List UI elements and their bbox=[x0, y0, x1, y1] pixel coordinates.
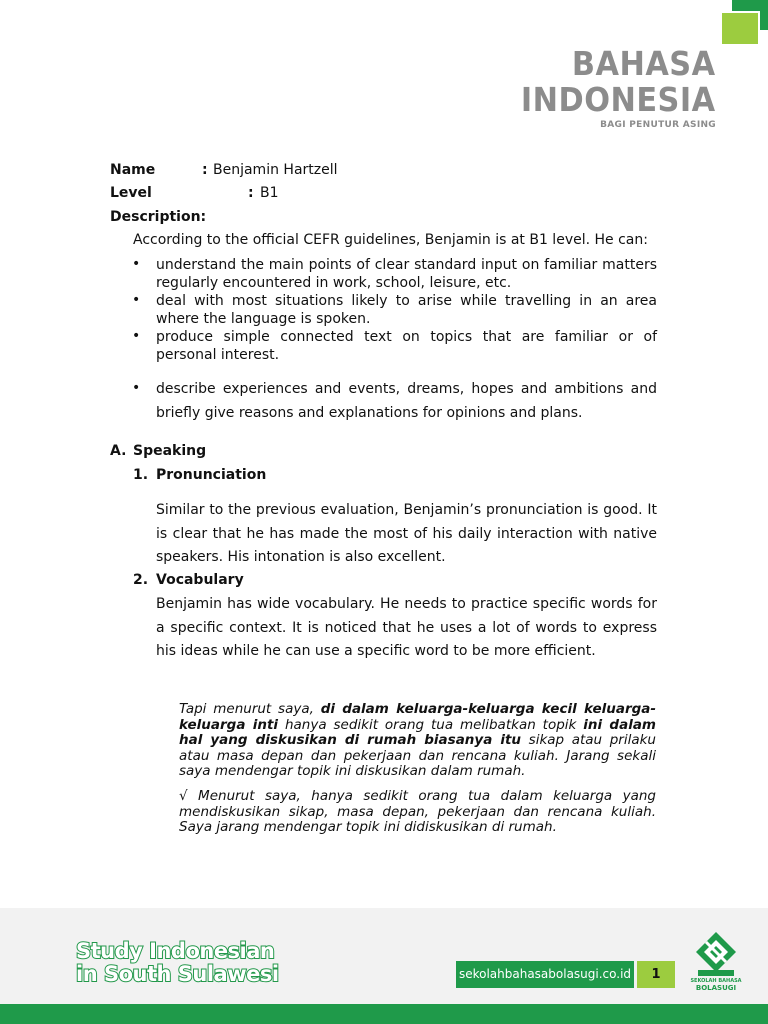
subsection-heading-pronunciation bbox=[133, 467, 267, 483]
bullet-item: describe experiences and events, dreams, hopes and ambitions and briefly give reasons and explanations for opinions and plans. bbox=[156, 381, 657, 421]
example-part: Tapi menurut saya, bbox=[179, 701, 321, 717]
bullet-item: produce simple connected text on topics that are familiar or of personal interest. bbox=[156, 329, 657, 363]
bullet-marker: • bbox=[132, 380, 141, 396]
school-name bbox=[690, 978, 742, 992]
example-correction: √ Menurut saya, hanya sedikit orang tua dalam keluarga yang mendiskusikan sikap, masa depan, pekerjaan dan rencana kuliah. Saya jarang mendengar topik ini didiskusikan di rumah. bbox=[179, 788, 656, 835]
level-field bbox=[110, 185, 279, 201]
footer-slogan bbox=[76, 940, 279, 986]
brand-subtitle: BAGI PENUTUR ASING bbox=[600, 120, 716, 130]
name-colon: : bbox=[202, 162, 208, 178]
vocabulary-text: Benjamin has wide vocabulary. He needs to practice specific words for a specific context. It is noticed that he uses a lot of words to express his ideas while he can use a specific word to be more efficient. bbox=[156, 596, 657, 659]
brand-title-line2: INDONESIA bbox=[521, 80, 716, 119]
subsection-number: 2. bbox=[133, 572, 149, 588]
website-link[interactable]: sekolahbahasabolasugi.co.id bbox=[456, 961, 634, 988]
bullet-item: deal with most situations likely to arise while travelling in an area where the language is spoken. bbox=[156, 293, 657, 327]
slogan-line1: Study Indonesian bbox=[76, 939, 275, 963]
subsection-title: Vocabulary bbox=[156, 572, 244, 588]
school-name-line1: SEKOLAH BAHASA bbox=[690, 978, 742, 984]
example-part: sikap atau prilaku atau masa depan dan pekerjaan dan rencana kuliah. Jarang sekali saya mendengar topik ini diskusikan dalam rumah. bbox=[179, 732, 656, 779]
pronunciation-text: Similar to the previous evaluation, Benjamin’s pronunciation is good. It is clear that he has made the most of his daily interaction with native speakers. His intonation is also excellent. bbox=[156, 502, 657, 565]
section-a-marker: A. bbox=[110, 443, 127, 459]
description-intro: According to the official CEFR guidelines, Benjamin is at B1 level. He can: bbox=[133, 232, 648, 248]
brand-title-line1: BAHASA bbox=[572, 44, 716, 83]
description-label: Description: bbox=[110, 209, 207, 225]
school-name-line2: BOLASUGI bbox=[695, 984, 737, 992]
example-highlight: di dalam keluarga-keluarga kecil keluarga-keluarga inti bbox=[179, 701, 656, 733]
example-original-sentence bbox=[179, 702, 656, 780]
school-logo-icon bbox=[694, 930, 738, 978]
bullet-marker: • bbox=[132, 256, 141, 272]
level-colon: : bbox=[248, 185, 254, 201]
level-label: Level bbox=[110, 185, 152, 201]
section-a-title: Speaking bbox=[133, 443, 207, 459]
description-field bbox=[110, 209, 206, 225]
name-label: Name bbox=[110, 162, 156, 178]
bullet-marker: • bbox=[132, 292, 141, 308]
example-highlight: ini dalam hal yang diskusikan di rumah biasanya itu bbox=[179, 716, 656, 748]
brand-logo bbox=[521, 46, 716, 118]
page-number: 1 bbox=[637, 961, 675, 988]
bullet-marker: • bbox=[132, 328, 141, 344]
subsection-number: 1. bbox=[133, 467, 149, 483]
name-field bbox=[110, 162, 338, 178]
subsection-title: Pronunciation bbox=[156, 467, 267, 483]
subsection-heading-vocabulary bbox=[133, 572, 244, 588]
footer-bar bbox=[0, 1004, 768, 1024]
name-value: Benjamin Hartzell bbox=[213, 162, 338, 178]
slogan-line2: in South Sulawesi bbox=[76, 962, 279, 986]
corner-decoration-light bbox=[720, 11, 760, 46]
section-a-heading bbox=[110, 443, 207, 459]
example-part: hanya sedikit orang tua melibatkan topik bbox=[278, 716, 584, 733]
bullet-item: understand the main points of clear standard input on familiar matters regularly encountered in work, school, leisure, etc. bbox=[156, 257, 657, 291]
level-value: B1 bbox=[260, 185, 279, 201]
